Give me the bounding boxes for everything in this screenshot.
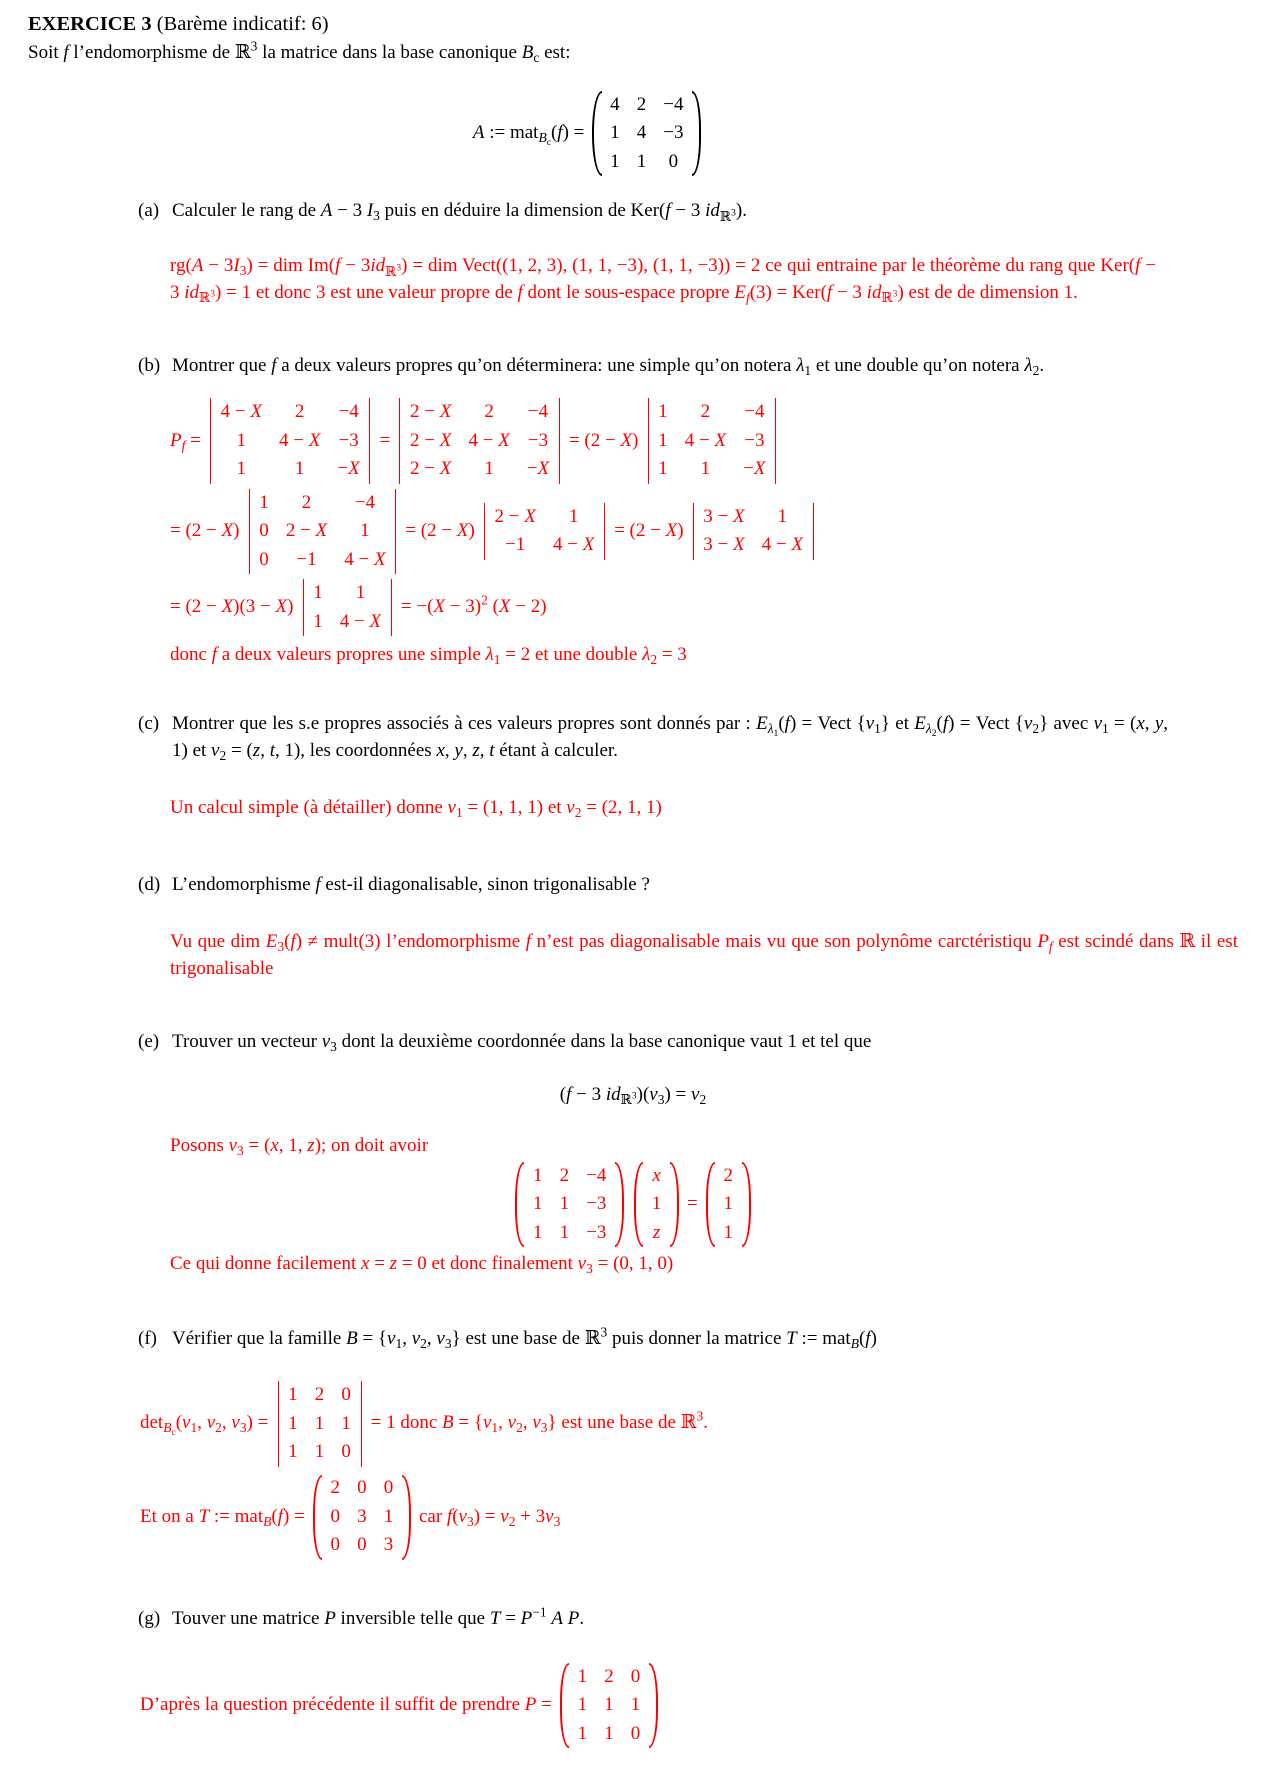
item-f-determinant-equation	[140, 1381, 1238, 1466]
matrix-cell: 4 − X	[684, 429, 727, 451]
matrix-cell: −4	[338, 401, 359, 423]
item-a-answer: $rg(A - 3I_3)$ = dim $Im(f - 3id_{ℝ^3})$ = dim Vect((1, 2, 3), (1, 1, −3), (1, 1, −3)) = 2 ce qui entraine par le théorème du rang que Ker(f − 3 $id_{ℝ^3}) = 1$ et donc 3 est une valeur propre de f dont le sous-espace propre $E_f(3) = Ker(f - 3$ $id_{ℝ^3}$) est de de dimension 1.	[170, 255, 1156, 306]
determinant-matrix	[209, 398, 372, 483]
matrix-cell: −4	[527, 401, 549, 423]
matrix-cell: 3	[357, 1505, 367, 1527]
matrix-body	[305, 579, 390, 636]
matrix-cell: 0	[341, 1440, 351, 1462]
item-b-determinant-line-3	[170, 579, 1238, 636]
left-bar	[484, 503, 485, 560]
matrix-cell: 2	[604, 1665, 614, 1687]
right-bar	[559, 398, 560, 483]
paren-matrix	[706, 1162, 751, 1247]
matrix-a-equation	[28, 91, 1238, 176]
matrix-cell: 1	[484, 458, 494, 480]
right-paren	[670, 1162, 679, 1247]
item-g-label: (g)	[138, 1607, 161, 1629]
matrix-cell: 4	[610, 93, 620, 115]
matrix-cell: 1	[236, 429, 246, 451]
matrix-row	[251, 546, 394, 574]
matrix-cell: 4	[636, 122, 647, 144]
matrix-cell: −4	[663, 93, 684, 115]
matrix-cell: 4 − X	[220, 401, 262, 423]
matrix-cell: 0	[259, 520, 269, 542]
matrix-cell: 0	[630, 1722, 641, 1744]
matrix-row	[643, 1219, 670, 1247]
item-e-label: (e)	[138, 1030, 160, 1052]
right-bar	[361, 1381, 362, 1466]
matrix-cell: 2	[330, 1477, 341, 1499]
item-f-statement: Vérifier que la famille $B = \{v_1$, $v_2$, $v_3$} est une base de ℝ$^3$ puis donner la matrice T := mat$_B$(f)	[172, 1324, 877, 1352]
matrix-cell: 3 − X	[703, 505, 745, 527]
matrix-cell: 1	[610, 150, 620, 172]
matrix-row	[602, 148, 693, 176]
matrix-cell: 4 − X	[344, 548, 386, 570]
left-bar	[249, 489, 250, 574]
matrix-row	[569, 1720, 649, 1748]
matrix-cell: 3	[383, 1534, 394, 1556]
matrix-cell: 4 − X	[761, 534, 804, 556]
matrix-body	[715, 1162, 742, 1247]
right-bar	[369, 398, 370, 483]
matrix-cell: 0	[341, 1384, 351, 1406]
item-a-label: (a)	[138, 200, 160, 222]
item-c	[138, 711, 1168, 765]
item-b-label: (b)	[138, 355, 161, 377]
math-text: =	[379, 429, 391, 451]
exercise-title-rest: (Barème indicatif: 6)	[151, 13, 329, 35]
matrix-cell: −4	[586, 1164, 607, 1186]
matrix-row	[401, 455, 557, 483]
matrix-body	[524, 1162, 615, 1247]
matrix-body	[280, 1381, 360, 1466]
matrix-body	[643, 1162, 670, 1247]
matrix-cell: 1	[559, 1221, 570, 1243]
left-bar	[278, 1381, 279, 1466]
matrix-body	[650, 398, 774, 483]
matrix-cell: −3	[663, 122, 684, 144]
left-bar	[648, 398, 649, 483]
left-bar	[303, 579, 304, 636]
matrix-cell: x	[652, 1164, 661, 1186]
matrix-cell: 1	[294, 458, 305, 480]
matrix-cell: 3 − X	[703, 534, 745, 556]
right-bar	[395, 489, 396, 574]
matrix-cell: 4 − X	[279, 429, 321, 451]
determinant-matrix	[398, 398, 561, 483]
matrix-cell: 1	[604, 1722, 614, 1744]
matrix-cell: 1	[723, 1221, 733, 1243]
matrix-body	[695, 503, 812, 560]
matrix-cell: 2	[700, 401, 711, 423]
item-a	[138, 198, 1168, 225]
item-d	[138, 872, 1168, 899]
matrix-row	[212, 455, 368, 483]
item-b-determinant-line-2	[170, 489, 1238, 574]
matrix-body	[251, 489, 394, 574]
matrix-cell: 2	[636, 93, 647, 115]
matrix-cell: 2 − X	[410, 429, 452, 451]
matrix-cell: 1	[360, 520, 370, 542]
matrix-row	[650, 398, 774, 426]
item-f-label: (f)	[138, 1328, 157, 1350]
determinant-matrix	[691, 503, 814, 560]
math-text: (f − 3 $id_{ℝ^3})(v_3) = v_2$	[559, 1083, 707, 1107]
matrix-row	[569, 1691, 649, 1719]
right-bar	[813, 503, 814, 560]
math-text: =	[687, 1193, 698, 1215]
paren-matrix	[313, 1475, 411, 1560]
matrix-cell: 2 − X	[494, 505, 536, 527]
matrix-cell: 1	[314, 1412, 325, 1434]
matrix-cell: 1	[559, 1193, 570, 1215]
matrix-row	[305, 579, 390, 607]
matrix-row	[251, 489, 394, 517]
math-text: $P_f$ =	[170, 429, 201, 453]
item-a-statement: Calculer le rang de A − 3 $I_3$ puis en déduire la dimension de Ker(f − 3 $id_{ℝ^3}$).	[172, 200, 747, 224]
matrix-row	[280, 1410, 360, 1438]
matrix-row	[695, 531, 812, 559]
matrix-cell: 4 − X	[552, 534, 595, 556]
item-c-statement: Montrer que les s.e propres associés à ces valeurs propres sont donnés par : $E_{\lambda_1}(f)$ = Vect $\{v_1\}$ et $E_{\lambda_2}(f)$ = Vect $\{v_2\}$ avec $v_1 = (x$, y, 1) et $v_2 = (z$, t, 1), les coordonnées x, y, z, t étant à calculer.	[172, 713, 1169, 764]
math-text: Et on a T := mat$_B$(f) =	[140, 1505, 305, 1529]
paren-matrix	[515, 1162, 624, 1247]
matrix-row	[715, 1162, 742, 1190]
matrix-body	[401, 398, 557, 483]
matrix-cell: 1	[313, 610, 323, 632]
right-bar	[391, 579, 392, 636]
item-e-statement: Trouver un vecteur $v_3$ dont la deuxième coordonnée dans la base canonique vaut 1 et tel que	[172, 1030, 872, 1054]
math-text: A := mat$_{B_c}$(f) =	[472, 122, 585, 149]
matrix-row	[524, 1162, 615, 1190]
matrix-row	[486, 503, 603, 531]
matrix-cell: −3	[527, 429, 549, 451]
math-text: = 1 donc $B = \{v_1$, $v_2$, $v_3$} est une base de ℝ$^3$.	[370, 1408, 708, 1436]
matrix-cell: 2	[294, 401, 305, 423]
matrix-cell: 1	[259, 491, 269, 513]
matrix-cell: 0	[357, 1477, 367, 1499]
math-text: = (2 − X)	[568, 429, 639, 451]
determinant-matrix	[483, 503, 606, 560]
matrix-row	[524, 1190, 615, 1218]
matrix-cell: 1	[314, 1440, 325, 1462]
item-d-label: (d)	[138, 873, 161, 895]
left-bar	[210, 398, 211, 483]
math-text: D’après la question précédente il suffit de prendre P =	[140, 1694, 552, 1716]
matrix-cell: 1	[577, 1694, 588, 1716]
matrix-cell: 1	[313, 582, 323, 604]
matrix-body	[212, 398, 368, 483]
matrix-row	[650, 455, 774, 483]
item-b-determinant-line-1	[170, 398, 1238, 483]
item-d-statement: L’endomorphisme f est-il diagonalisable, sinon trigonalisable ?	[172, 873, 650, 895]
determinant-matrix	[646, 398, 777, 483]
matrix-cell: 2 − X	[285, 520, 328, 542]
matrix-row	[524, 1219, 615, 1247]
matrix-cell: −X	[337, 458, 360, 480]
matrix-cell: −3	[586, 1221, 607, 1243]
matrix-cell: 2	[559, 1164, 570, 1186]
matrix-cell: 1	[533, 1164, 543, 1186]
matrix-cell: 1	[700, 458, 711, 480]
math-text: = (2 − X)	[405, 519, 475, 541]
left-bar	[693, 503, 694, 560]
item-e-display-equation	[28, 1082, 1238, 1109]
matrix-cell: −X	[743, 458, 766, 480]
item-g	[138, 1606, 1168, 1633]
matrix-row	[212, 398, 368, 426]
item-d-answer: Vu que dim $E_3(f)$ ≠ mult(3) l’endomorphisme f n’est pas diagonalisable mais vu que son polynôme carctéristiqu $P_f$ est scindé dans ℝ il est trigonalisable	[170, 930, 1238, 979]
paren-matrix	[634, 1162, 679, 1247]
matrix-cell: −3	[744, 429, 765, 451]
left-paren	[706, 1162, 715, 1247]
matrix-row	[602, 91, 693, 119]
matrix-cell: −3	[338, 429, 359, 451]
matrix-cell: 1	[604, 1694, 614, 1716]
matrix-cell: 2	[301, 491, 312, 513]
matrix-body	[322, 1475, 402, 1560]
math-text: = (2 − X)	[170, 519, 240, 541]
matrix-row	[569, 1663, 649, 1691]
matrix-row	[401, 427, 557, 455]
item-c-answer: Un calcul simple (à détailler) donne $v_1 = (1$, 1, 1) et $v_2 = (2$, 1, 1)	[170, 797, 662, 821]
item-f-t-matrix-equation	[140, 1475, 1238, 1560]
exercise-title-bold: EXERCICE 3	[28, 13, 152, 35]
item-b-statement: Montrer que f a deux valeurs propres qu’on déterminera: une simple qu’on notera $\lambda_1$ et une double qu’on notera $\lambda_2$.	[172, 355, 1045, 379]
math-text: = $-(X - 3)^2$ (X − 2)	[400, 592, 547, 618]
matrix-cell: z	[652, 1221, 661, 1243]
left-paren	[634, 1162, 643, 1247]
item-g-statement: Touver une matrice P inversible telle que $T = P^{-1}$ A P.	[172, 1604, 585, 1629]
item-f	[138, 1326, 1168, 1353]
matrix-body	[602, 91, 693, 176]
left-paren	[313, 1475, 322, 1560]
matrix-cell: 1	[658, 429, 668, 451]
item-e-answer-intro: Posons $v_3 = (x$, 1, z); on doit avoir	[170, 1134, 429, 1158]
matrix-row	[643, 1190, 670, 1218]
item-b	[138, 353, 1168, 380]
matrix-cell: 1	[341, 1412, 351, 1434]
right-bar	[775, 398, 776, 483]
matrix-cell: 1	[288, 1440, 298, 1462]
matrix-cell: 1	[533, 1221, 543, 1243]
matrix-cell: −4	[744, 401, 765, 423]
matrix-row	[715, 1190, 742, 1218]
matrix-cell: −1	[296, 548, 317, 570]
matrix-row	[280, 1438, 360, 1466]
matrix-cell: 1	[568, 505, 579, 527]
matrix-cell: 2	[484, 401, 494, 423]
matrix-row	[322, 1475, 402, 1503]
item-c-label: (c)	[138, 713, 160, 735]
matrix-cell: 1	[288, 1412, 298, 1434]
matrix-cell: 1	[288, 1384, 298, 1406]
left-paren	[515, 1162, 524, 1247]
right-paren	[692, 91, 701, 176]
matrix-cell: 0	[630, 1665, 641, 1687]
matrix-cell: 0	[330, 1505, 341, 1527]
right-bar	[604, 503, 605, 560]
matrix-cell: 4 − X	[339, 610, 382, 632]
matrix-cell: 0	[259, 548, 269, 570]
matrix-cell: 1	[355, 582, 366, 604]
math-text: = (2 − X)(3 − X)	[170, 596, 294, 618]
matrix-cell: 2 − X	[410, 458, 452, 480]
matrix-cell: 0	[383, 1477, 394, 1499]
matrix-row	[322, 1503, 402, 1531]
matrix-cell: 1	[777, 505, 788, 527]
item-e-answer-end: Ce qui donne facilement x = z = 0 et donc finalement $v_3 = (0$, 1, 0)	[170, 1253, 674, 1277]
left-bar	[399, 398, 400, 483]
matrix-row	[251, 517, 394, 545]
item-e-matrix-equation	[28, 1162, 1238, 1247]
matrix-cell: −3	[586, 1193, 607, 1215]
matrix-row	[715, 1219, 742, 1247]
right-paren	[742, 1162, 751, 1247]
matrix-cell: 0	[330, 1534, 341, 1556]
matrix-row	[212, 427, 368, 455]
exercise-title	[28, 10, 1238, 39]
matrix-cell: −1	[505, 534, 526, 556]
matrix-row	[305, 608, 390, 636]
matrix-cell: 1	[630, 1694, 641, 1716]
matrix-row	[280, 1381, 360, 1409]
determinant-matrix	[276, 1381, 362, 1466]
paren-matrix	[592, 91, 701, 176]
matrix-body	[569, 1663, 649, 1748]
matrix-cell: 1	[651, 1193, 662, 1215]
matrix-cell: 1	[658, 401, 668, 423]
matrix-row	[695, 503, 812, 531]
matrix-row	[602, 120, 693, 148]
right-paren	[615, 1162, 624, 1247]
math-text: = (2 − X)	[614, 519, 684, 541]
matrix-cell: 1	[610, 122, 620, 144]
math-text: car $f(v_3) = v_2 + 3v_3$	[418, 1505, 561, 1529]
matrix-cell: 2 − X	[410, 401, 452, 423]
matrix-cell: 2	[723, 1164, 733, 1186]
paren-matrix	[560, 1663, 658, 1748]
matrix-cell: 1	[533, 1193, 543, 1215]
determinant-matrix	[247, 489, 397, 574]
left-paren	[560, 1663, 569, 1748]
matrix-row	[322, 1531, 402, 1559]
matrix-cell: 1	[658, 458, 668, 480]
matrix-row	[401, 398, 557, 426]
item-e	[138, 1029, 1168, 1056]
matrix-row	[486, 531, 603, 559]
determinant-matrix	[301, 579, 393, 636]
matrix-cell: 1	[577, 1722, 588, 1744]
left-paren	[592, 91, 601, 176]
item-b-conclusion: donc f a deux valeurs propres une simple $\lambda_1 = 2$ et une double $\lambda_2 = 3$	[170, 644, 687, 668]
right-paren	[649, 1663, 658, 1748]
matrix-cell: 1	[636, 150, 647, 172]
matrix-cell: 1	[383, 1505, 394, 1527]
matrix-cell: −X	[526, 458, 550, 480]
matrix-row	[643, 1162, 670, 1190]
matrix-cell: 1	[577, 1665, 588, 1687]
matrix-body	[486, 503, 603, 560]
matrix-cell: 2	[314, 1384, 325, 1406]
matrix-cell: 0	[668, 150, 679, 172]
matrix-cell: 1	[723, 1193, 733, 1215]
matrix-cell: −4	[354, 491, 375, 513]
matrix-row	[650, 427, 774, 455]
matrix-cell: 4 − X	[468, 429, 510, 451]
matrix-cell: 0	[357, 1534, 367, 1556]
item-g-p-matrix-equation	[140, 1663, 1238, 1748]
right-paren	[402, 1475, 411, 1560]
math-text: $\det_{B_c}(v_1$, $v_2$, $v_3$) =	[140, 1412, 269, 1439]
intro-text: Soit f l’endomorphisme de ℝ$^3$ la matrice dans la base canonique $B_c$ est:	[28, 38, 571, 66]
matrix-cell: 1	[236, 458, 246, 480]
